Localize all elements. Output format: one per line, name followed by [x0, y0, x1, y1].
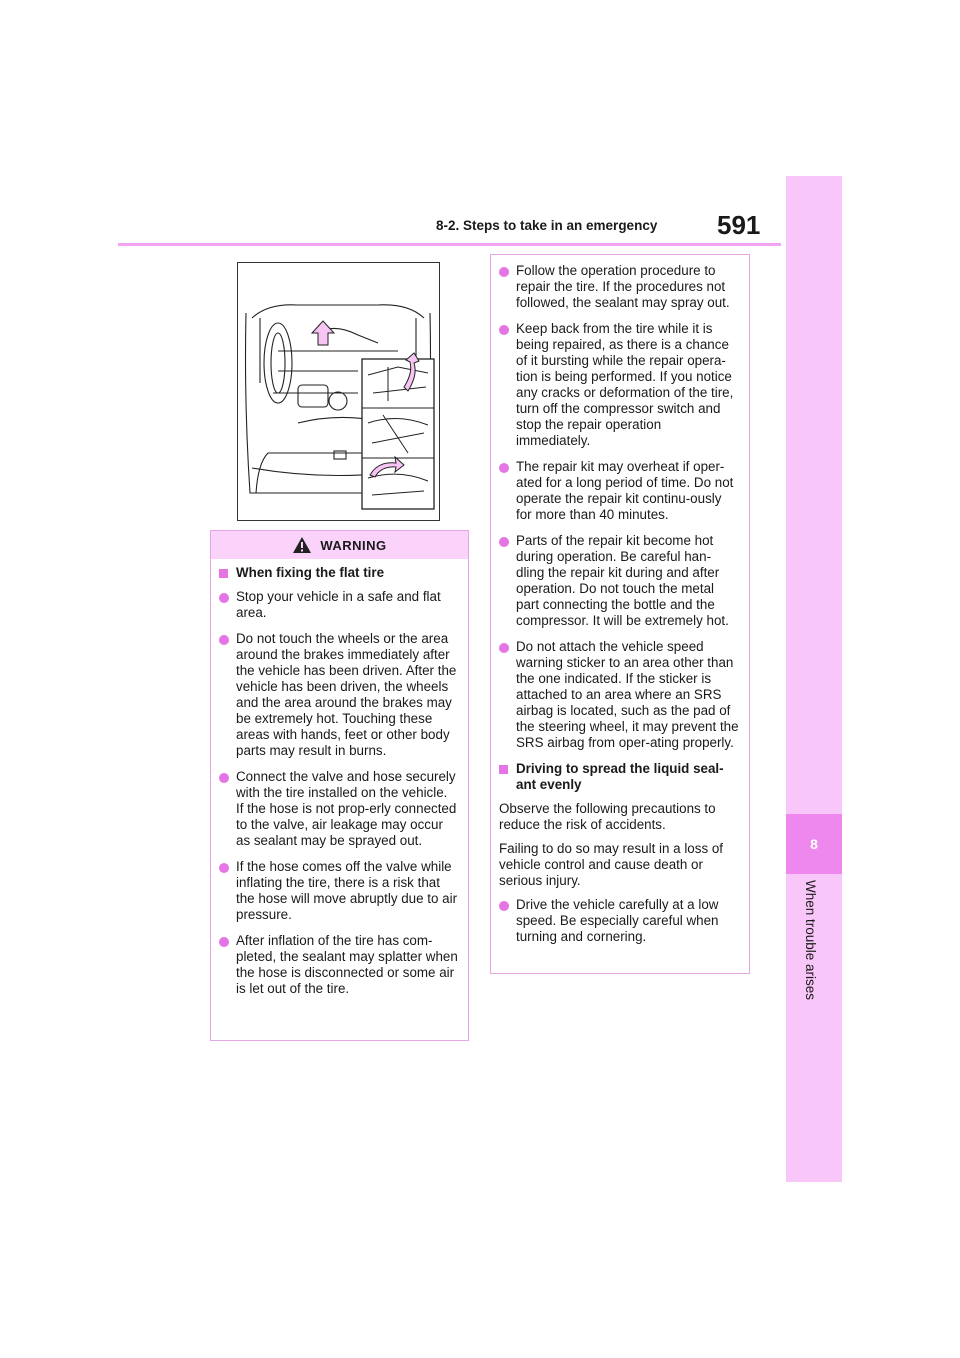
warning-content-continued [491, 255, 749, 945]
list-item [219, 769, 458, 849]
warning-box [210, 530, 469, 1041]
list-item-text: Drive the vehicle carefully at a low speed. Be especially careful when turning and cornering. [516, 897, 719, 944]
subheading-text: When fixing the flat tire [236, 565, 385, 580]
warning-box-continued [490, 254, 750, 974]
warning-content [211, 559, 468, 997]
square-bullet-icon [499, 765, 508, 774]
list-item-text: Do not attach the vehicle speed warning sticker to an area other than the one indicated. If the sticker is attached to an area where an SRS airbag is located, such as the pad of the steering wheel, it may prevent the SRS airbag from oper-ating properly. [516, 639, 739, 750]
warning-triangle-icon [292, 536, 312, 554]
bullet-icon [499, 537, 509, 547]
bullet-icon [499, 901, 509, 911]
list-item-text: After inflation of the tire has com-pleted, the sealant may splatter when the hose is disconnected or some air is let out of the tire. [236, 933, 458, 996]
bullet-icon [219, 635, 229, 645]
paragraph: Failing to do so may result in a loss of vehicle control and cause death or serious injury. [499, 841, 724, 888]
bullet-icon [499, 643, 509, 653]
list-item-text: The repair kit may overheat if oper-ated for a long period of time. Do not operate the repair kit continu-ously for more than 40 minutes. [516, 459, 734, 522]
list-item [499, 533, 739, 629]
list-item-text: Follow the operation procedure to repair the tire. If the procedures not followed, the sealant may spray out. [516, 263, 730, 310]
list-item-text: Do not touch the wheels or the area around the brakes immediately after the vehicle has been driven. After the vehicle has been driven, the wheels and the area around the brakes may be extremely hot. Touching these areas with hands, feet or other body parts may result in burns. [236, 631, 457, 758]
square-bullet-icon [219, 569, 228, 578]
page-number: 591 [717, 210, 761, 240]
subheading-fixing-flat-tire [219, 565, 458, 581]
warning-heading: WARNING [320, 537, 387, 553]
bullet-icon [219, 593, 229, 603]
trunk-illustration [237, 262, 440, 521]
subheading-driving-spread-sealant [499, 761, 739, 793]
chapter-number-tab: 8 [786, 814, 842, 874]
side-tab [786, 176, 842, 1182]
list-item [219, 859, 458, 923]
bullet-icon [219, 937, 229, 947]
list-item-text: Connect the valve and hose securely with the tire installed on the vehicle. If the hose is not prop-erly connected to the valve, air leakage may occur as sealant may be sprayed out. [236, 769, 457, 848]
chapter-title: When trouble arises [803, 880, 818, 1001]
luggage-compartment-drawing [238, 263, 439, 520]
section-title: 8-2. Steps to take in an emergency [436, 218, 658, 233]
list-item [499, 897, 739, 945]
bullet-icon [219, 863, 229, 873]
paragraph: Observe the following precautions to reduce the risk of accidents. [499, 801, 716, 832]
list-item [219, 933, 458, 997]
bullet-icon [499, 325, 509, 335]
list-item-text: Stop your vehicle in a safe and flat area. [236, 589, 441, 620]
bullet-icon [499, 463, 509, 473]
warning-header [211, 531, 468, 559]
list-item-text: If the hose comes off the valve while inflating the tire, there is a risk that the hose will move abruptly due to air pressure. [236, 859, 458, 922]
list-item-text: Parts of the repair kit become hot during operation. Be careful han-dling the repair kit during and after operation. Do not touch the metal part connecting the bottle and the compressor. It will be extremely hot. [516, 533, 729, 628]
list-item [219, 589, 458, 621]
bullet-icon [499, 267, 509, 277]
list-item [499, 263, 739, 311]
list-item [499, 321, 739, 449]
list-item [219, 631, 458, 759]
subheading-text: Driving to spread the liquid seal-ant evenly [516, 761, 724, 792]
bullet-icon [219, 773, 229, 783]
list-item [499, 639, 739, 751]
header-rule [118, 243, 781, 246]
list-item-text: Keep back from the tire while it is being repaired, as there is a chance of it bursting while the repair opera-tion is being performed. If you notice any cracks or deformation of the tire, turn off the compressor switch and stop the repair operation immediately. [516, 321, 734, 448]
list-item [499, 459, 739, 523]
